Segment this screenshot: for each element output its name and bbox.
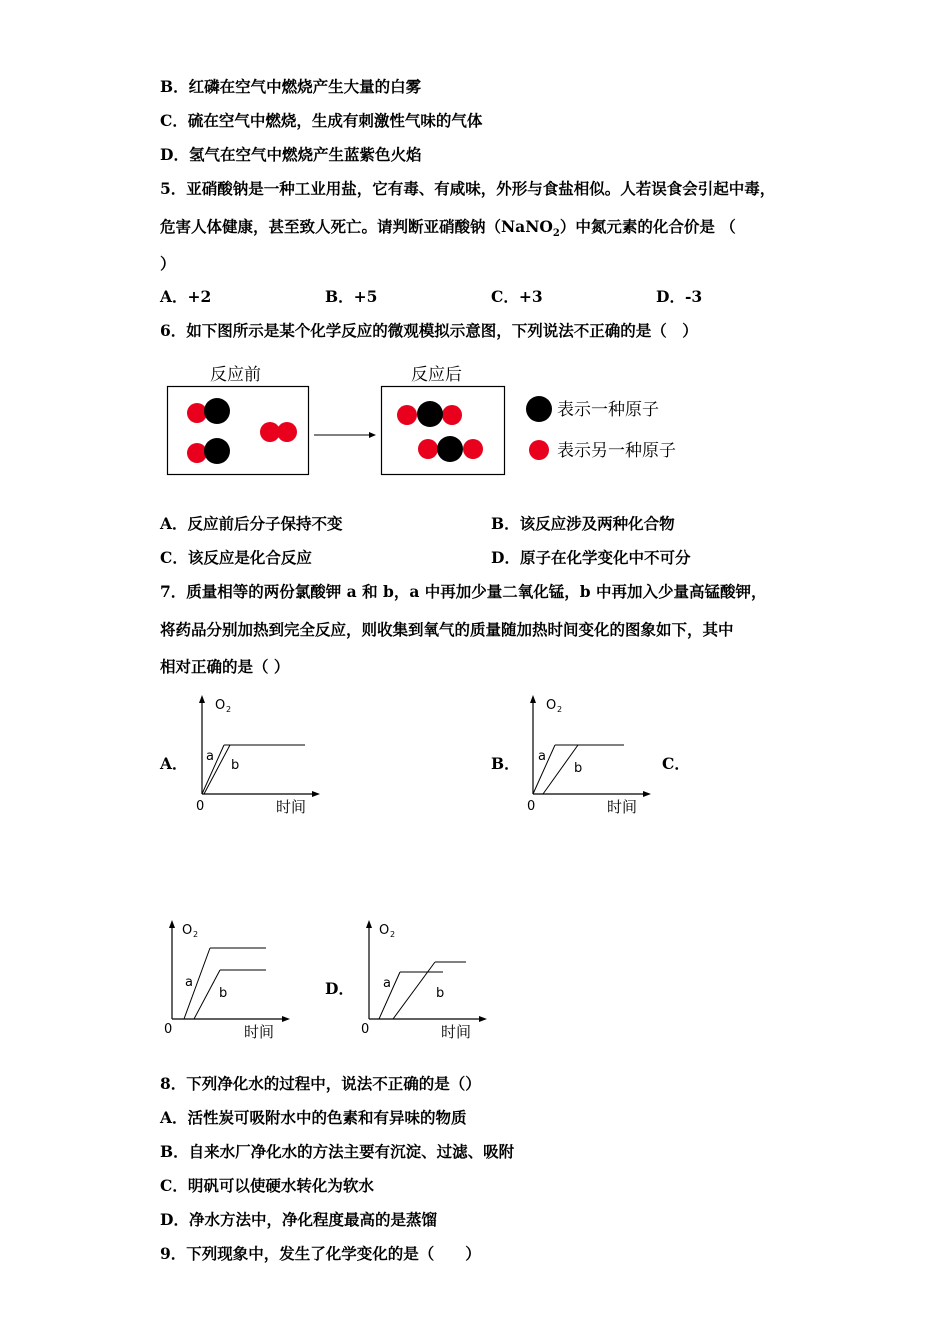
q7-option-d-label: D． xyxy=(325,979,354,998)
q7-option-b-label: B． xyxy=(491,754,520,773)
graph-c xyxy=(160,915,300,1045)
reaction-diagram xyxy=(160,358,700,483)
svg-text:2: 2 xyxy=(557,705,563,714)
q7-stem-line2: 将药品分别加热到完全反应，则收集到氧气的质量随加热时间变化的图象如下，其中 xyxy=(160,620,734,639)
q7-stem-line1: 7．质量相等的两份氯酸钾 a 和 b，a 中再加少量二氧化锰，b 中再加入少量高锰酸钾， xyxy=(160,582,767,601)
graph-d xyxy=(357,915,497,1045)
svg-text:b: b xyxy=(436,986,445,1001)
q6-option-b: B．该反应涉及两种化合物 xyxy=(491,514,675,533)
svg-text:2: 2 xyxy=(193,930,199,939)
svg-text:O: O xyxy=(182,923,193,938)
svg-text:a: a xyxy=(206,749,214,764)
q4-option-d: D．氢气在空气中燃烧产生蓝紫色火焰 xyxy=(160,145,422,164)
svg-text:b: b xyxy=(574,761,583,776)
q8-stem: 8．下列净化水的过程中，说法不正确的是（） xyxy=(160,1074,481,1093)
q5-option-a: A．+2 xyxy=(160,287,212,306)
before-label: 反应前 xyxy=(210,365,261,385)
q6-option-a: A．反应前后分子保持不变 xyxy=(160,514,343,533)
q5-stem-line1: 5．亚硝酸钠是一种工业用盐，它有毒、有咸味，外形与食盐相似。人若误食会引起中毒， xyxy=(160,179,776,198)
q7-stem-line3: 相对正确的是（ ） xyxy=(160,657,290,676)
q6-stem: 6．如下图所示是某个化学反应的微观模拟示意图，下列说法不正确的是（ ） xyxy=(160,321,698,340)
svg-text:时间: 时间 xyxy=(244,1023,275,1041)
svg-text:O: O xyxy=(379,923,390,938)
q5-option-c: C．+3 xyxy=(491,287,543,306)
svg-text:0: 0 xyxy=(164,1022,173,1037)
svg-text:O: O xyxy=(546,698,557,713)
q5-option-b: B．+5 xyxy=(325,287,378,306)
graph-b xyxy=(521,690,661,820)
svg-text:时间: 时间 xyxy=(441,1023,472,1041)
q5-stem-line3: ） xyxy=(160,254,176,273)
graph-a xyxy=(190,690,330,820)
svg-text:2: 2 xyxy=(226,705,232,714)
svg-text:a: a xyxy=(383,976,391,991)
arrow-head xyxy=(369,432,376,438)
svg-text:2: 2 xyxy=(390,930,396,939)
q5-option-d: D．-3 xyxy=(656,287,703,306)
q9-stem: 9．下列现象中，发生了化学变化的是（ ） xyxy=(160,1244,481,1263)
after-molecule-2 xyxy=(418,436,483,462)
q6-option-c: C．该反应是化合反应 xyxy=(160,548,312,567)
legend-red-text: 表示另一种原子 xyxy=(557,441,676,461)
after-box xyxy=(382,387,505,475)
legend-black-text: 表示一种原子 xyxy=(557,400,659,420)
svg-text:0: 0 xyxy=(527,799,536,814)
q8-option-c: C．明矾可以使硬水转化为软水 xyxy=(160,1176,374,1195)
svg-text:时间: 时间 xyxy=(607,798,638,816)
svg-text:a: a xyxy=(538,749,546,764)
legend-red-atom xyxy=(529,440,549,460)
q8-option-b: B．自来水厂净化水的方法主要有沉淀、过滤、吸附 xyxy=(160,1142,515,1161)
q8-option-a: A．活性炭可吸附水中的色素和有异味的物质 xyxy=(160,1108,467,1127)
q5-stem-line2: 危害人体健康，甚至致人死亡。请判断亚硝酸钠（NaNO$_2$）中氮元素的化合价是 （ xyxy=(160,217,736,240)
q4-option-b: B．红磷在空气中燃烧产生大量的白雾 xyxy=(160,77,422,96)
svg-text:O: O xyxy=(215,698,226,713)
q4-option-c: C．硫在空气中燃烧，生成有刺激性气味的气体 xyxy=(160,111,483,130)
svg-text:b: b xyxy=(231,758,240,773)
after-label: 反应后 xyxy=(411,365,462,385)
svg-text:a: a xyxy=(185,975,193,990)
q7-option-c-label: C． xyxy=(662,754,690,773)
legend-black-atom xyxy=(526,396,552,422)
before-molecule-1 xyxy=(187,398,230,424)
before-molecule-3 xyxy=(260,422,297,442)
svg-text:b: b xyxy=(219,986,228,1001)
after-molecule-1 xyxy=(397,401,462,427)
before-molecule-2 xyxy=(187,438,230,464)
svg-text:时间: 时间 xyxy=(276,798,307,816)
q8-option-d: D．净水方法中，净化程度最高的是蒸馏 xyxy=(160,1210,437,1229)
svg-text:0: 0 xyxy=(196,799,205,814)
q6-option-d: D．原子在化学变化中不可分 xyxy=(491,548,691,567)
q7-option-a-label: A． xyxy=(160,754,188,773)
svg-text:0: 0 xyxy=(361,1022,370,1037)
